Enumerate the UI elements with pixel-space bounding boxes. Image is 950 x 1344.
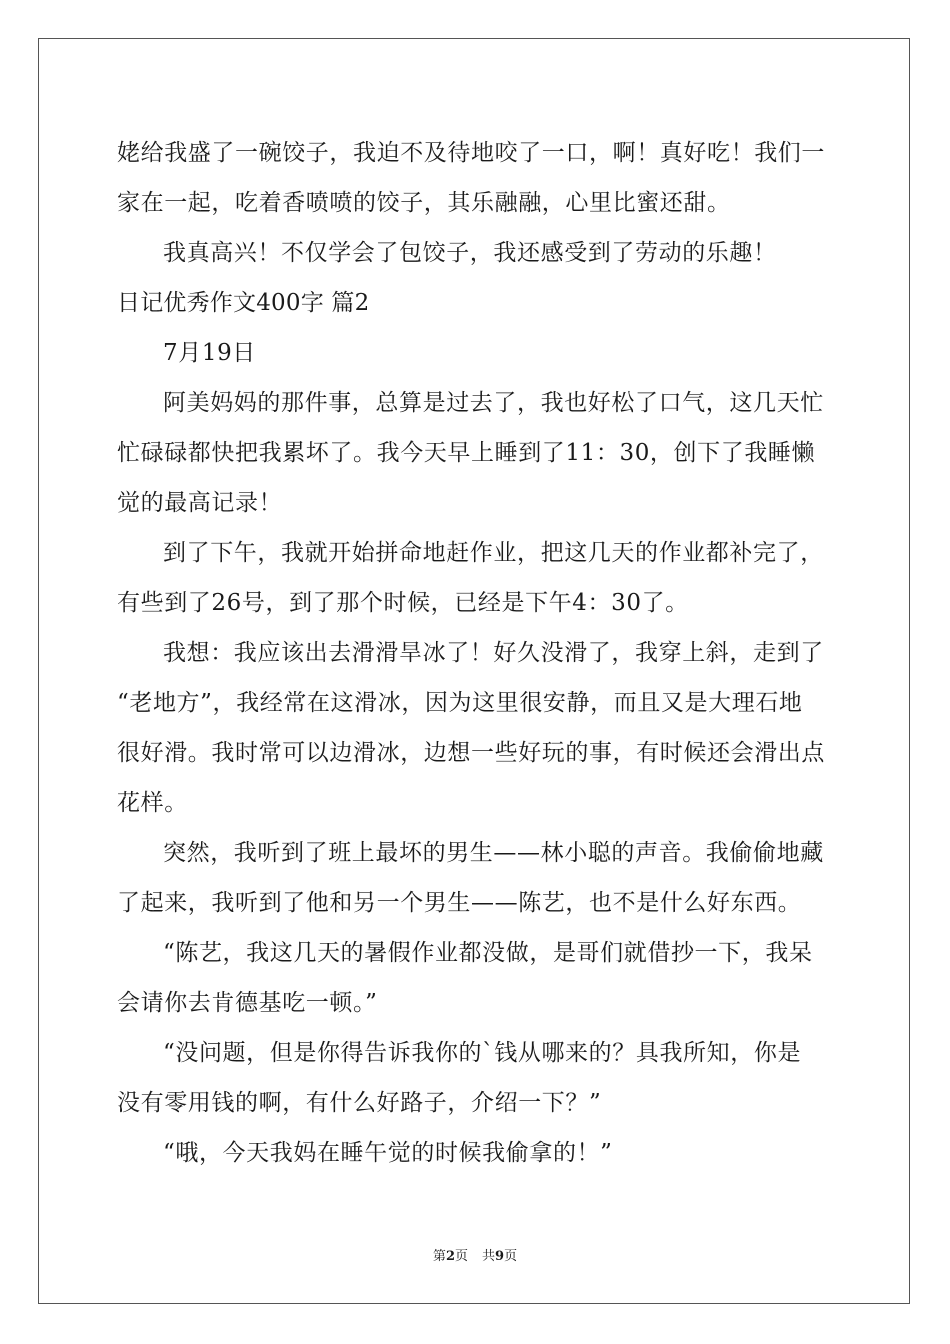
text-line: 到了下午，我就开始拼命地赶作业，把这几天的作业都补完了，: [163, 540, 824, 566]
text-line: 姥给我盛了一碗饺子，我迫不及待地咬了一口，啊！真好吃！我们一: [117, 140, 825, 166]
text-line: 花样。: [117, 790, 188, 816]
text-line: “没问题，但是你得告诉我你的`钱从哪来的？具我所知，你是: [163, 1040, 802, 1066]
text-line: 很好滑。我时常可以边滑冰，边想一些好玩的事，有时候还会滑出点: [117, 740, 825, 766]
text-line: 觉的最高记录！: [117, 490, 283, 516]
text-line: “老地方”，我经常在这滑冰，因为这里很安静，而且又是大理石地: [117, 690, 803, 716]
total-suffix: 页: [504, 1249, 518, 1264]
text-line: “哦，今天我妈在睡午觉的时候我偷拿的！”: [163, 1140, 613, 1166]
page-suffix: 页: [454, 1249, 468, 1264]
page-prefix: 第: [432, 1249, 446, 1264]
total-prefix: 共: [482, 1249, 496, 1264]
text-line: 家在一起，吃着香喷喷的饺子，其乐融融，心里比蜜还甜。: [117, 190, 731, 216]
text-line: 忙碌碌都快把我累坏了。我今天早上睡到了11：30，创下了我睡懒: [117, 440, 816, 466]
text-line: 有些到了26号，到了那个时候，已经是下午4：30了。: [117, 590, 689, 616]
page-number: 2: [445, 1249, 455, 1264]
date-line: 7月19日: [163, 340, 256, 366]
text-line: 没有零用钱的啊，有什么好路子，介绍一下？”: [117, 1090, 602, 1116]
document-body: [117, 128, 835, 1178]
text-line: 我想：我应该出去滑滑旱冰了！好久没滑了，我穿上斜，走到了: [163, 640, 824, 666]
page-footer: [0, 1245, 950, 1264]
text-line: 阿美妈妈的那件事，总算是过去了，我也好松了口气，这几天忙: [163, 390, 824, 416]
text-line: 我真高兴！不仅学会了包饺子，我还感受到了劳动的乐趣！: [163, 240, 777, 266]
total-pages: 9: [495, 1249, 505, 1264]
text-line: “陈艺，我这几天的暑假作业都没做，是哥们就借抄一下，我呆: [163, 940, 813, 966]
text-line: 了起来，我听到了他和另一个男生——陈艺，也不是什么好东西。: [117, 890, 802, 916]
text-line: 突然，我听到了班上最坏的男生——林小聪的声音。我偷偷地藏: [163, 840, 824, 866]
section-title: 日记优秀作文400字 篇2: [117, 290, 370, 316]
text-line: 会请你去肯德基吃一顿。”: [117, 990, 378, 1016]
